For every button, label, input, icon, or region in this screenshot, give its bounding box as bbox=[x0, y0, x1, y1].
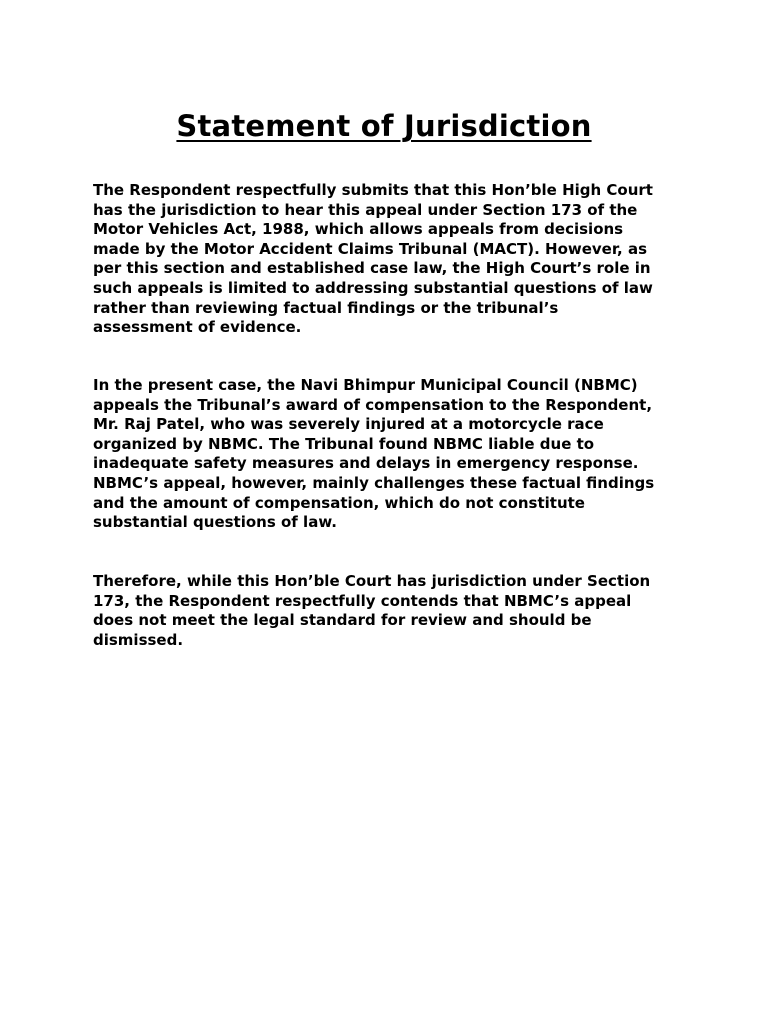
paragraph-conclusion: Therefore, while this Hon’ble Court has jurisdiction under Section 173, the Respondent respectfully contends that NBMC’s appeal does not meet the legal standard for review and should be dismissed. bbox=[93, 572, 651, 649]
paragraph-case-facts: In the present case, the Navi Bhimpur Municipal Council (NBMC) appeals the Tribunal’s award of compensation to the Respondent, Mr. Raj Patel, who was severely injured at a motorcycle race organized by NBMC. The Tribunal found NBMC liable due to inadequate safety measures and delays in emergency response. NBMC’s appeal, however, mainly challenges these factual findings and the amount of compensation, which do not constitute substantial questions of law. bbox=[93, 376, 655, 532]
page-title: Statement of Jurisdiction bbox=[176, 109, 592, 143]
paragraph-jurisdiction-basis: The Respondent respectfully submits that this Hon’ble High Court has the jurisdiction to hear this appeal under Section 173 of the Motor Vehicles Act, 1988, which allows appeals from decisions made by the Motor Accident Claims Tribunal (MACT). However, as per this section and established case law, the High Court’s role in such appeals is limited to addressing substantial questions of law rather than reviewing factual findings or the tribunal’s assessment of evidence. bbox=[93, 181, 653, 337]
